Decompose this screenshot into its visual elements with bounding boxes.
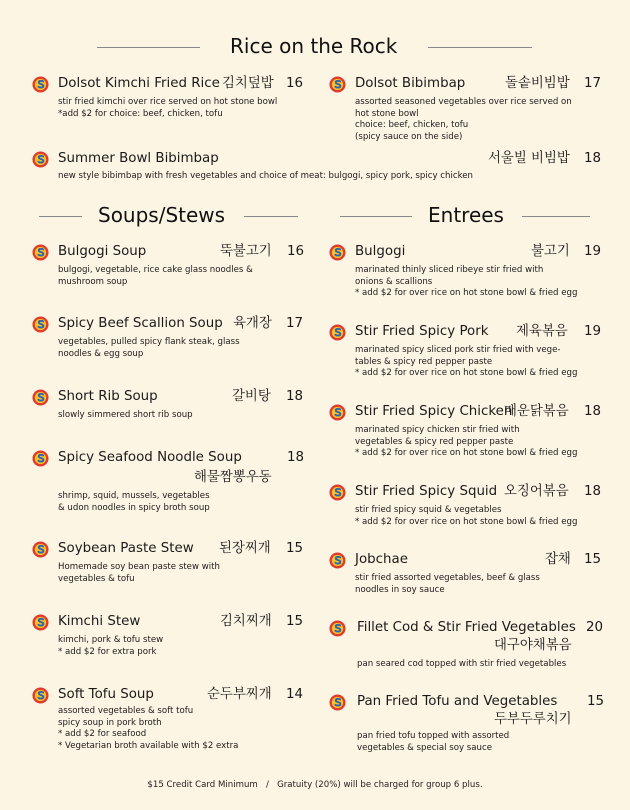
entrees-section-title: Entrees [428,203,504,227]
item-korean-name: 갈비탕 [232,389,271,404]
item-price: 16 [286,76,304,91]
item-name: Soft Tofu Soup [58,687,154,702]
item-name: Pan Fried Tofu and Vegetables [357,694,558,709]
desc-line: marinated spicy sliced pork stir fried with vege- [355,345,561,355]
item-name: Spicy Seafood Noodle Soup [58,450,242,465]
item-korean-name: 육개장 [233,316,272,331]
item-name: Stir Fried Spicy Pork [355,324,489,339]
desc-line: spicy soup in pork broth [58,717,162,728]
item-description [58,706,238,752]
desc-line: kimchi, pork & tofu stew [58,635,164,645]
item-korean-name: 된장찌개 [219,541,271,556]
restaurant-logo-icon [329,552,346,569]
item-price: 16 [287,244,305,259]
menu-item [329,323,609,383]
item-price: 15 [584,552,602,567]
restaurant-logo-icon [329,76,346,93]
desc-line: * add $2 for seafood [58,729,147,740]
item-price: 15 [587,694,605,709]
desc-line: marinated thinly sliced ribeye stir fried with [355,265,544,275]
desc-line: stir fried assorted vegetables, beef & glass [355,573,540,583]
item-price: 18 [584,151,602,166]
restaurant-logo-icon [329,244,346,261]
item-korean-name: 불고기 [531,244,570,259]
item-description [355,345,577,380]
item-name: Dolsot Bibimbap [355,76,466,91]
restaurant-logo-icon [32,151,49,168]
item-price: 19 [584,324,602,339]
item-description [58,171,473,183]
item-description [355,97,572,143]
item-name: Dolsot Kimchi Fried Rice [58,76,220,91]
desc-line: onions & scallions [355,276,433,287]
desc-line: new style bibimbap with fresh vegetables and choice of meat: bulgogi, spicy pork, spicy chicken [58,171,473,181]
item-price: 18 [286,389,304,404]
soups-rule-left [39,216,82,217]
item-korean-name: 대구야채볶음 [494,638,572,653]
menu-item [329,483,609,533]
restaurant-logo-icon [32,76,49,93]
desc-line: * add $2 for over rice on hot stone bowl & fried egg [355,368,578,379]
restaurant-logo-icon [32,316,49,333]
rice-rule-left [97,47,200,48]
desc-line: bulgogi, vegetable, rice cake glass noodles & [58,265,253,275]
item-price: 14 [286,687,304,702]
desc-line: noodles & egg soup [58,348,144,359]
desc-line: & udon noodles in spicy broth soup [58,502,210,513]
item-korean-name: 김치덮밥 [222,76,274,91]
menu-item [329,551,609,601]
rice-rule-right [428,47,532,48]
desc-line: pan fried tofu topped with assorted [357,731,510,741]
item-name: Short Rib Soup [58,389,158,404]
menu-item [329,403,609,463]
item-description [58,562,220,585]
item-korean-name: 잡채 [545,552,571,567]
item-name: Bulgogi Soup [58,244,147,259]
item-korean-name: 두부두루치기 [494,712,572,727]
entrees-rule-left [340,216,412,217]
menu-item [32,686,307,756]
restaurant-logo-icon [329,404,346,421]
menu-item [329,693,619,763]
menu-item [32,315,307,365]
item-name: Stir Fried Spicy Chicken [355,404,513,419]
menu-item [329,243,609,303]
restaurant-logo-icon [329,694,346,711]
desc-line: noodles in soy sauce [355,584,445,595]
item-price: 18 [287,450,305,465]
desc-line: Homemade soy bean paste stew with [58,562,220,572]
restaurant-logo-icon [32,450,49,467]
desc-line: vegetables & special soy sauce [357,742,492,753]
desc-line: mushroom soup [58,276,128,287]
restaurant-logo-icon [32,389,49,406]
item-description [58,410,193,422]
menu-item [32,150,607,190]
desc-line: stir fried spicy squid & vegetables [355,505,502,515]
desc-line: pan seared cod topped with stir fried vegetables [357,659,567,669]
item-description [58,635,163,658]
restaurant-logo-icon [329,484,346,501]
desc-line: choice: beef, chicken, tofu [355,120,469,131]
item-name: Jobchae [355,552,408,567]
rice-section-title: Rice on the Rock [230,34,398,58]
item-description [355,573,540,596]
item-korean-name: 해물짬뽕우동 [194,470,272,485]
item-price: 15 [286,541,304,556]
menu-item [32,613,307,663]
item-korean-name: 돌솥비빔밥 [505,76,570,91]
footer-note: $15 Credit Card Minimum / Gratuity (20%) will be charged for group 6 plus. [147,780,483,790]
item-name: Bulgogi [355,244,406,259]
item-description [355,505,577,528]
menu-item [329,75,609,145]
item-price: 18 [584,404,602,419]
desc-line: * Vegetarian broth available with $2 extra [58,740,239,751]
desc-line: *add $2 for choice: beef, chicken, tofu [58,108,223,119]
item-name: Kimchi Stew [58,614,141,629]
desc-line: vegetables & tofu [58,573,135,584]
item-price: 18 [584,484,602,499]
desc-line: slowly simmered short rib soup [58,410,193,420]
item-name: Stir Fried Spicy Squid [355,484,498,499]
menu-item [32,540,307,590]
item-price: 19 [584,244,602,259]
item-name: Soybean Paste Stew [58,541,194,556]
item-name: Fillet Cod & Stir Fried Vegetables [357,620,576,635]
desc-line: vegetables & spicy red pepper paste [355,436,514,447]
desc-line: marinated spicy chicken stir fried with [355,425,520,435]
item-korean-name: 순두부찌개 [207,687,272,702]
item-korean-name: 김치찌개 [220,614,272,629]
desc-line: (spicy sauce on the side) [355,131,463,142]
restaurant-logo-icon [32,244,49,261]
item-price: 17 [286,316,304,331]
item-korean-name: 서울빌 비빔밥 [488,151,570,166]
item-description [355,425,577,460]
desc-line: stir fried kimchi over rice served on hot stone bowl [58,97,278,107]
desc-line: * add $2 for over rice on hot stone bowl & fried egg [355,448,578,459]
desc-line: * add $2 for over rice on hot stone bowl & fried egg [355,516,578,527]
menu-item [32,243,307,293]
soups-rule-right [244,216,298,217]
restaurant-logo-icon [32,541,49,558]
desc-line: hot stone bowl [355,108,419,119]
item-description [357,731,509,754]
item-price: 20 [586,620,604,635]
item-description [58,491,210,514]
desc-line: * add $2 for over rice on hot stone bowl & fried egg [355,288,578,299]
item-description [58,97,277,120]
desc-line: assorted vegetables & soft tofu [58,706,194,716]
entrees-rule-right [522,216,590,217]
item-description [357,659,566,671]
item-price: 17 [584,76,602,91]
item-korean-name: 매운닭볶음 [504,404,569,419]
desc-line: vegetables, pulled spicy flank steak, glass [58,337,240,347]
item-korean-name: 뚝불고기 [220,244,272,259]
item-korean-name: 제육볶음 [516,324,568,339]
desc-line: assorted seasoned vegetables over rice served on [355,97,572,107]
item-name: Summer Bowl Bibimbap [58,151,219,166]
item-description [58,265,253,288]
restaurant-logo-icon [32,687,49,704]
desc-line: shrimp, squid, mussels, vegetables [58,491,210,501]
item-description [355,265,577,300]
menu-item [32,388,307,428]
item-korean-name: 오징어볶음 [504,484,569,499]
item-description [58,337,240,360]
restaurant-logo-icon [329,324,346,341]
menu-item [32,449,307,519]
item-price: 15 [286,614,304,629]
desc-line: * add $2 for extra pork [58,646,157,657]
item-name: Spicy Beef Scallion Soup [58,316,223,331]
menu-item [329,619,609,679]
desc-line: tables & spicy red pepper paste [355,356,493,367]
restaurant-logo-icon [32,614,49,631]
restaurant-logo-icon [329,620,346,637]
soups-section-title: Soups/Stews [98,203,226,227]
